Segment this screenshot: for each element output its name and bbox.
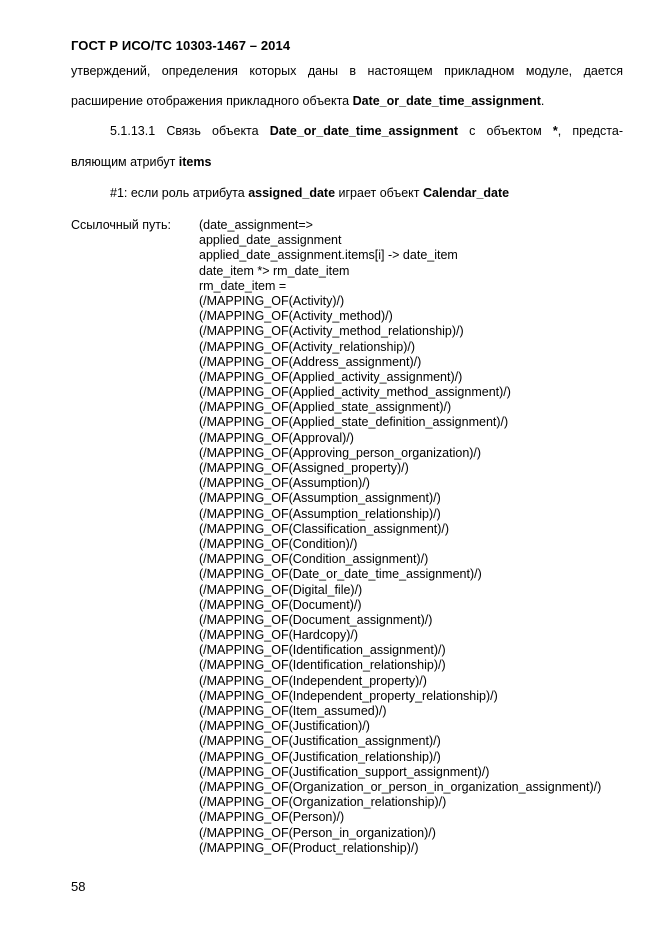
reference-path-line: (date_assignment=> — [199, 218, 313, 232]
intro-paragraph-line-1: утверждений, определения которых даны в настоящем прикладном модуле, дается — [71, 64, 623, 78]
reference-path-line: (/MAPPING_OF(Person_in_organization)/) — [199, 825, 436, 840]
reference-path-line: (/MAPPING_OF(Activity_method_relationship)/) — [199, 324, 464, 339]
reference-path-line: (/MAPPING_OF(Approving_person_organization)/) — [199, 445, 482, 460]
reference-path-line: (/MAPPING_OF(Item_assumed)/) — [199, 704, 387, 718]
reference-path-line: (/MAPPING_OF(Activity_relationship)/) — [199, 339, 416, 354]
intro-line2-text: расширение отображения прикладного объекта — [71, 94, 353, 108]
reference-path-line: (/MAPPING_OF(Person)/) — [199, 810, 345, 825]
reference-path-line: rm_date_item = — [199, 278, 287, 293]
section-asterisk: * — [552, 124, 558, 138]
section-text-3: , предста- — [557, 124, 623, 138]
reference-path-line: (/MAPPING_OF(Document)/) — [199, 597, 362, 612]
reference-path-line: (/MAPPING_OF(Justification)/) — [199, 719, 370, 734]
reference-path-line: date_item *> rm_date_item — [199, 263, 350, 278]
mapping-rule — [110, 185, 509, 201]
reference-path-line: (/MAPPING_OF(Approval)/) — [199, 430, 354, 445]
reference-path-line: (/MAPPING_OF(Identification_assignment)/) — [199, 643, 446, 658]
reference-path-line: (/MAPPING_OF(Organization_or_person_in_organization_assignment)/) — [199, 779, 602, 794]
reference-path-line: (/MAPPING_OF(Hardcopy)/) — [199, 628, 359, 643]
reference-path-line: (/MAPPING_OF(Classification_assignment)/) — [199, 521, 450, 536]
reference-path-line: (/MAPPING_OF(Independent_property_relationship)/) — [199, 688, 498, 703]
section-text-2: с объектом — [458, 124, 553, 138]
reference-path-line: (/MAPPING_OF(Assumption)/) — [199, 476, 370, 491]
section-text-1: Связь объекта — [155, 124, 270, 138]
reference-path-line: (/MAPPING_OF(Assigned_property)/) — [199, 461, 409, 475]
reference-path-line: (/MAPPING_OF(Product_relationship)/) — [199, 840, 419, 855]
reference-path-line: (/MAPPING_OF(Assumption_relationship)/) — [199, 506, 441, 521]
reference-path-line: (/MAPPING_OF(Justification_relationship)/) — [199, 749, 441, 764]
rule-prefix: #1: если роль атрибута — [110, 186, 249, 200]
attribute-items: items — [178, 155, 212, 169]
reference-path-line: (/MAPPING_OF(Condition)/) — [199, 536, 358, 551]
reference-path-line: applied_date_assignment.items[i] -> date_item — [199, 248, 458, 263]
section-heading-line-1 — [110, 123, 623, 139]
entity-name-date-assignment: Date_or_date_time_assignment — [352, 94, 541, 108]
reference-path-line: (/MAPPING_OF(Address_assignment)/) — [199, 354, 422, 369]
attribute-assigned-date: assigned_date — [248, 186, 336, 200]
entity-calendar-date: Calendar_date — [422, 186, 510, 200]
document-header: ГОСТ Р ИСО/ТС 10303-1467 – 2014 — [71, 38, 291, 53]
reference-path-line: applied_date_assignment — [199, 233, 342, 248]
reference-path-line: (/MAPPING_OF(Activity)/) — [199, 293, 345, 308]
rule-middle: играет объект — [335, 186, 423, 200]
reference-path-line: (/MAPPING_OF(Document_assignment)/) — [199, 612, 433, 627]
reference-path-label: Ссылочный путь: — [71, 218, 171, 232]
intro-line2-period: . — [540, 94, 545, 108]
reference-path-line: (/MAPPING_OF(Organization_relationship)/) — [199, 795, 447, 810]
section-line2-text: вляющим атрибут — [71, 155, 179, 169]
reference-path-line: (/MAPPING_OF(Applied_activity_assignment)/) — [199, 369, 463, 384]
section-heading-line-2 — [71, 154, 211, 170]
reference-path-line: (/MAPPING_OF(Independent_property)/) — [199, 673, 427, 688]
section-entity-name: Date_or_date_time_assignment — [269, 124, 459, 138]
reference-path-line: (/MAPPING_OF(Applied_state_assignment)/) — [199, 400, 452, 415]
reference-path-line: (/MAPPING_OF(Justification_support_assignment)/) — [199, 764, 490, 779]
reference-path-line: (/MAPPING_OF(Digital_file)/) — [199, 582, 363, 597]
reference-path-line: (/MAPPING_OF(Assumption_assignment)/) — [199, 491, 441, 506]
reference-path-line: (/MAPPING_OF(Activity_method)/) — [199, 309, 393, 324]
reference-path-list — [199, 218, 601, 856]
intro-paragraph-line-2 — [71, 93, 544, 109]
reference-path-line: (/MAPPING_OF(Identification_relationship)/) — [199, 658, 446, 673]
section-number: 5.1.13.1 — [110, 124, 156, 138]
reference-path-line: (/MAPPING_OF(Date_or_date_time_assignment)/) — [199, 567, 482, 582]
reference-path-line: (/MAPPING_OF(Applied_activity_method_assignment)/) — [199, 385, 511, 400]
page-number: 58 — [71, 879, 86, 894]
reference-path-line: (/MAPPING_OF(Applied_state_definition_assignment)/) — [199, 415, 509, 430]
reference-path-line: (/MAPPING_OF(Condition_assignment)/) — [199, 552, 429, 567]
reference-path-line: (/MAPPING_OF(Justification_assignment)/) — [199, 734, 441, 749]
